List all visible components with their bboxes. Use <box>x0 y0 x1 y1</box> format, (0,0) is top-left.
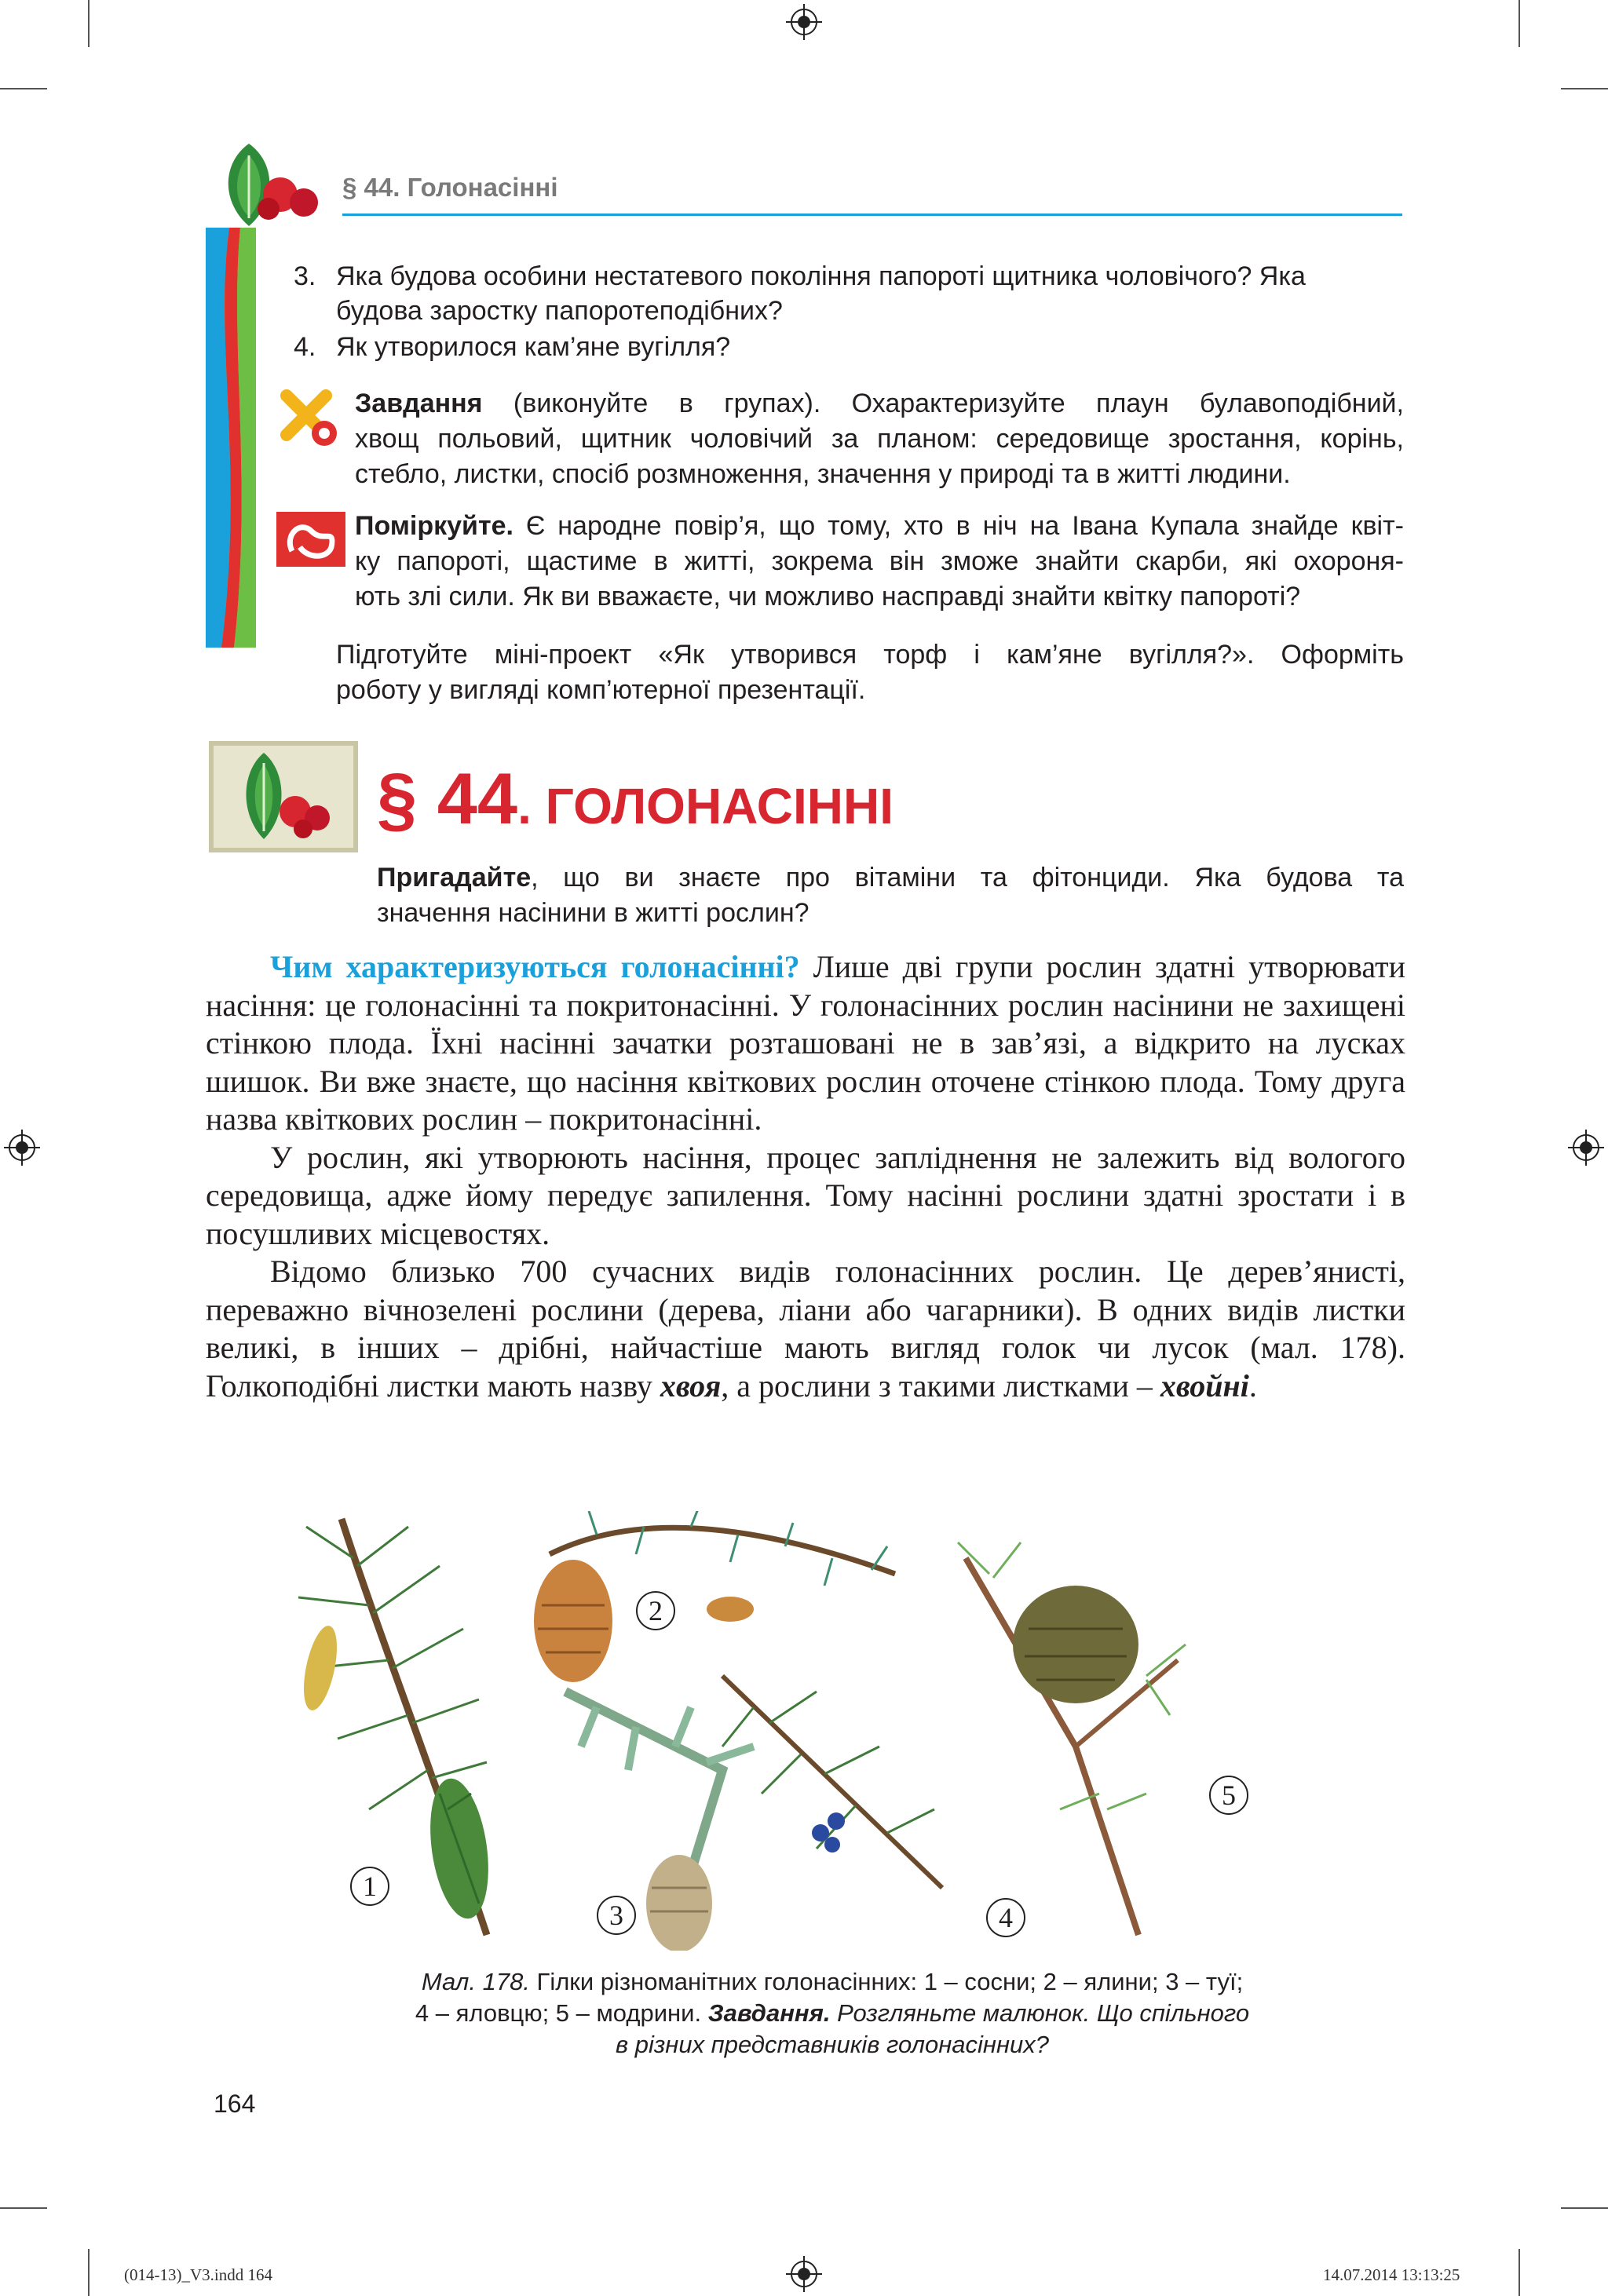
heading-ornament-icon <box>209 741 358 852</box>
caption-figure-ref: Мал. 178. <box>421 1968 530 1995</box>
section-number: § 44 <box>377 759 518 839</box>
registration-mark-icon <box>786 2256 822 2292</box>
paragraph-lead: Чим характеризуються голонасінні? <box>270 949 800 984</box>
task-line: стебло, листки, спосіб розмноження, значення у природі та в житті людини. <box>355 459 1291 489</box>
crop-mark <box>88 0 90 47</box>
recall-block <box>377 860 1404 931</box>
paragraph: Відомо близько 700 сучасних видів голонасінних рослин. Це дерев’янисті, переважно вічнозелені рослини (дерева, ліани або чагарники). В одних видів листки великі, в інших – дрібні, найчастіше мають вигляд голок чи лусок (мал. 178). Голкоподібні листки мають назву хвоя, а рослини з такими листками – хвойні. <box>206 1254 1405 1404</box>
header-rule <box>342 214 1402 216</box>
crop-mark <box>1518 2249 1520 2296</box>
think-line: Поміркуйте. Є народне повір’я, що тому, хто в ніч на Івана Купала знайде квіт- <box>355 511 1404 541</box>
caption-line: 4 – яловцю; 5 – модрини. Завдання. Розгляньте малюнок. Що спільного <box>415 1999 1250 2027</box>
registration-mark-icon <box>4 1130 40 1166</box>
section-title: . ГОЛОНАСІННІ <box>517 778 894 834</box>
task-line: Завдання (виконуйте в групах). Охарактеризуйте плаун булавоподібний, <box>355 389 1404 418</box>
crop-mark <box>0 2207 47 2209</box>
juniper-branch <box>722 1676 942 1888</box>
recall-line: Пригадайте, що ви знаєте про вітаміни та фітонциди. Яка будова та <box>377 863 1404 892</box>
figure-label-5: 5 <box>1209 1776 1248 1815</box>
paragraph: У рослин, які утворюють насіння, процес запліднення не залежить від вологого середовища, адже йому передує запилення. Тому насінні рослини здатні зростати і в посушливих місцевостях. <box>206 1139 1405 1251</box>
question-3 <box>294 259 1306 328</box>
crop-mark <box>88 2249 90 2296</box>
caption-line: Мал. 178. Гілки різноманітних голонасінних: 1 – сосни; 2 – ялини; 3 – туї; <box>421 1968 1244 1995</box>
conifer-illustration <box>283 1511 1343 1951</box>
task-icon <box>279 388 348 451</box>
slug-file: (014-13)_V3.indd 164 <box>124 2265 272 2284</box>
caption-line: в різних представників голонасінних? <box>615 2031 1050 2058</box>
think-icon <box>276 512 345 567</box>
task-block <box>355 386 1404 492</box>
figure-label-1: 1 <box>350 1867 389 1906</box>
caption-task-label: Завдання. <box>707 1999 831 2027</box>
registration-mark-icon <box>786 4 822 40</box>
term-hvoya: хвоя <box>660 1367 722 1404</box>
question-line: будова заростку папоротеподібних? <box>336 296 783 326</box>
larch-branch <box>958 1542 1186 1935</box>
slug-date: 14.07.2014 13:13:25 <box>1323 2265 1460 2284</box>
think-label: Поміркуйте. <box>355 511 513 541</box>
crop-mark <box>1561 2207 1608 2209</box>
question-number: 4. <box>294 332 316 362</box>
question-number: 3. <box>294 261 316 291</box>
question-line: Яка будова особини нестатевого покоління папороті щитника чоловічого? Яка <box>336 261 1306 291</box>
figure-label-4: 4 <box>986 1898 1025 1937</box>
figure-label-3: 3 <box>597 1896 636 1935</box>
running-header: § 44. Голонасінні <box>342 173 558 202</box>
task-line: хвощ польовий, щитник чоловічий за планом: середовище зростання, корінь, <box>355 424 1404 454</box>
crop-mark <box>1518 0 1520 47</box>
question-line: Як утворилося кам’яне вугілля? <box>336 332 731 362</box>
crop-mark <box>0 88 47 89</box>
think-block <box>355 509 1404 615</box>
crop-mark <box>1561 88 1608 89</box>
project-line: роботу у вигляді комп’ютерної презентації. <box>336 675 866 705</box>
decorative-stripe <box>206 228 256 648</box>
paragraph: Чим характеризуються голонасінні? Лише дві групи рослин здатні утворювати насіння: це голонасінні та покритонасінні. У голонасінних рослин насінини не захищені стінкою плода. Їхні насінні зачатки розташовані не в зав’язі, а відкрито на лусках шишок. Ви вже знаєте, що насіння квіткових рослин оточене стінкою плода. Тому друга назва квіткових рослин – покритонасінні. <box>206 949 1406 1137</box>
pine-branch <box>298 1519 496 1935</box>
task-label: Завдання <box>355 389 483 418</box>
figure-label-2: 2 <box>636 1591 675 1630</box>
section-heading <box>377 758 894 841</box>
spruce-branch <box>534 1511 895 1682</box>
project-line: Підготуйте міні-проект «Як утворився торф і кам’яне вугілля?». Оформіть <box>336 640 1404 670</box>
figure-caption <box>298 1966 1366 2061</box>
body-text <box>206 948 1405 1405</box>
recall-line: значення насінини в житті рослин? <box>377 898 809 928</box>
question-4 <box>294 330 731 364</box>
project-block <box>336 637 1404 708</box>
recall-label: Пригадайте <box>377 863 532 892</box>
think-line: ють злі сили. Як ви вважаєте, чи можливо насправді знайти квітку папороті? <box>355 582 1301 611</box>
registration-mark-icon <box>1568 1130 1604 1166</box>
think-line: ку папороті, щастиме в житті, зокрема він зможе знайти скарби, які охороня- <box>355 546 1404 576</box>
page-number: 164 <box>214 2090 256 2118</box>
thuja-branch <box>565 1692 754 1951</box>
term-hvoyni: хвойні <box>1160 1367 1249 1404</box>
section-ornament-icon <box>206 140 323 234</box>
